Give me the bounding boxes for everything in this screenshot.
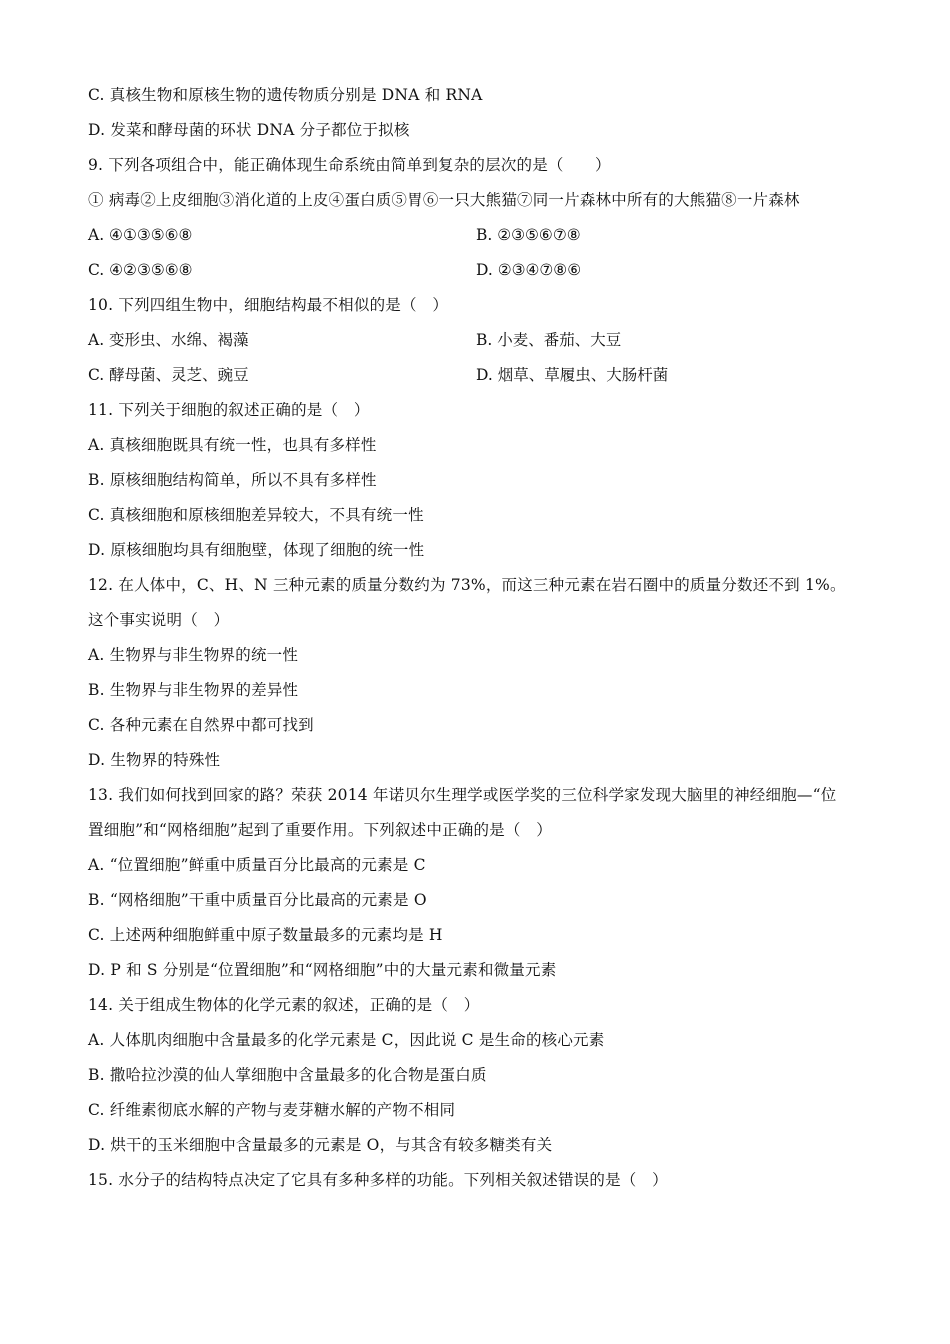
q13-option-a: A. “位置细胞”鲜重中质量百分比最高的元素是 C [88, 856, 426, 874]
q11-option-d: D. 原核细胞均具有细胞壁，体现了细胞的统一性 [88, 541, 425, 559]
q14-stem: 14. 关于组成生物体的化学元素的叙述，正确的是（ ） [88, 996, 480, 1014]
q14-option-b: B. 撒哈拉沙漠的仙人掌细胞中含量最多的化合物是蛋白质 [88, 1066, 487, 1084]
q10-stem: 10. 下列四组生物中，细胞结构最不相似的是（ ） [88, 296, 449, 314]
q13-option-d: D. P 和 S 分别是“位置细胞”和“网格细胞”中的大量元素和微量元素 [88, 961, 557, 979]
q12-stem-line-1: 12. 在人体中，C、H、N 三种元素的质量分数约为 73%，而这三种元素在岩石圈中的质量分数还不到 1%。 [88, 576, 846, 594]
q11-option-a: A. 真核细胞既具有统一性，也具有多样性 [88, 436, 377, 454]
q9-option-b: B. ②③⑤⑥⑦⑧ [476, 226, 581, 244]
q12-option-d: D. 生物界的特殊性 [88, 751, 221, 769]
q13-option-b: B. “网格细胞”干重中质量百分比最高的元素是 O [88, 891, 427, 909]
q10-option-a: A. 变形虫、水绵、褐藻 [88, 331, 249, 349]
q10-options-row-1 [88, 323, 878, 358]
q13-option-c: C. 上述两种细胞鲜重中原子数量最多的元素均是 H [88, 926, 443, 944]
exam-page [88, 78, 878, 1198]
q10-option-b: B. 小麦、番茄、大豆 [476, 331, 622, 349]
q9-stem: 9. 下列各项组合中，能正确体现生命系统由简单到复杂的层次的是（ ） [88, 156, 611, 174]
q14-option-d: D. 烘干的玉米细胞中含量最多的元素是 O，与其含有较多糖类有关 [88, 1136, 553, 1154]
q9-option-c: C. ④②③⑤⑥⑧ [88, 261, 193, 279]
q15-stem: 15. 水分子的结构特点决定了它具有多种多样的功能。下列相关叙述错误的是（ ） [88, 1171, 668, 1189]
q8-option-d: D. 发菜和酵母菌的环状 DNA 分子都位于拟核 [88, 121, 410, 139]
q12-option-b: B. 生物界与非生物界的差异性 [88, 681, 299, 699]
q10-option-c: C. 酵母菌、灵芝、豌豆 [88, 366, 249, 384]
q12-stem-line-2: 这个事实说明（ ） [88, 611, 230, 629]
q11-stem: 11. 下列关于细胞的叙述正确的是（ ） [88, 401, 370, 419]
q9-items: ① 病毒②上皮细胞③消化道的上皮④蛋白质⑤胃⑥一只大熊猫⑦同一片森林中所有的大熊猫⑧一片森林 [88, 191, 800, 209]
q9-options-row-2 [88, 253, 878, 288]
q9-option-d: D. ②③④⑦⑧⑥ [476, 261, 582, 279]
q10-option-d: D. 烟草、草履虫、大肠杆菌 [476, 366, 669, 384]
q14-option-c: C. 纤维素彻底水解的产物与麦芽糖水解的产物不相同 [88, 1101, 456, 1119]
q12-option-c: C. 各种元素在自然界中都可找到 [88, 716, 314, 734]
q9-option-a: A. ④①③⑤⑥⑧ [88, 226, 193, 244]
q11-option-b: B. 原核细胞结构简单，所以不具有多样性 [88, 471, 377, 489]
q11-option-c: C. 真核细胞和原核细胞差异较大，不具有统一性 [88, 506, 424, 524]
q13-stem-line-2: 置细胞”和“网格细胞”起到了重要作用。下列叙述中正确的是（ ） [88, 821, 552, 839]
q8-option-c: C. 真核生物和原核生物的遗传物质分别是 DNA 和 RNA [88, 86, 483, 104]
q9-options-row-1 [88, 218, 878, 253]
q10-options-row-2 [88, 358, 878, 393]
q14-option-a: A. 人体肌肉细胞中含量最多的化学元素是 C，因此说 C 是生命的核心元素 [88, 1031, 605, 1049]
q12-option-a: A. 生物界与非生物界的统一性 [88, 646, 299, 664]
q13-stem-line-1: 13. 我们如何找到回家的路？荣获 2014 年诺贝尔生理学或医学奖的三位科学家发现大脑里的神经细胞—“位 [88, 786, 837, 804]
